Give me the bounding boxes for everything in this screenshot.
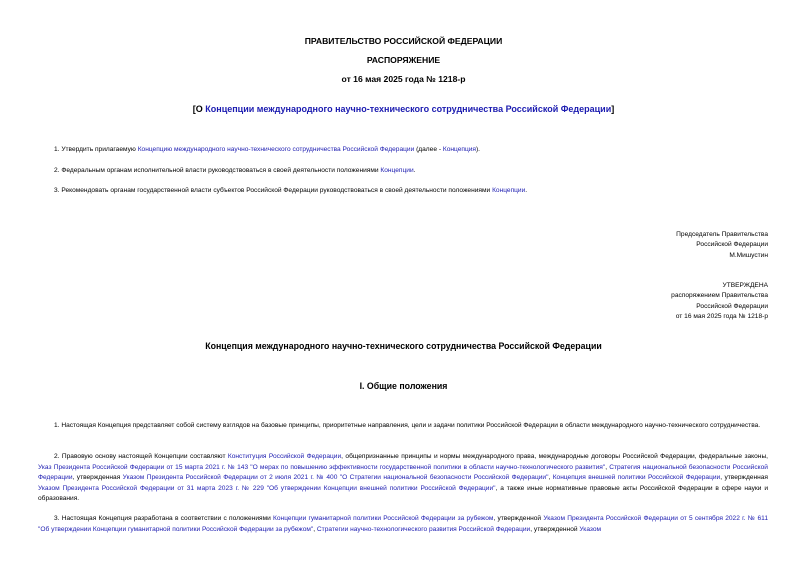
document-type: РАСПОРЯЖЕНИЕ <box>366 55 441 65</box>
approval-title: УТВЕРЖДЕНА <box>722 282 768 289</box>
order-item-1-text-3: ). <box>475 146 481 153</box>
government-heading: ПРАВИТЕЛЬСТВО РОССИЙСКОЙ ФЕДЕРАЦИИ <box>304 36 503 46</box>
para2-text-6: , утвержденная <box>720 474 768 481</box>
approval-line-4: от 16 мая 2025 года № 1218-р <box>675 313 768 321</box>
para2-text-2: , общепризнанные принципы и нормы международного права, международные договоры Российской Федерации, федеральные законы, <box>341 453 769 460</box>
sci-tech-strategy-link[interactable]: Стратегии научно-технологического развития Российской Федерации <box>316 525 531 533</box>
concept-link[interactable]: Концепцию международного научно-технического сотрудничества Российской Федерации <box>137 146 415 153</box>
signature-country: Российской Федерации <box>696 241 768 249</box>
order-item-3 <box>54 186 527 197</box>
order-item-2-text: 2. Федеральным органам исполнительной власти руководствоваться в своей деятельности положениями <box>54 167 381 174</box>
order-item-1-text: 1. Утвердить прилагаемую <box>54 146 138 153</box>
order-item-1 <box>54 145 480 156</box>
signature-block <box>676 230 768 261</box>
decree-400-link[interactable]: Указом Президента Российской Федерации от 2 июля 2021 г. № 400 "О Стратегии национальной безопасности Российской Федерации" <box>122 474 549 481</box>
approval-line-3: Российской Федерации <box>696 302 768 310</box>
title-prefix: О <box>195 104 206 114</box>
section-heading: I. Общие положения <box>359 381 448 391</box>
title-bracket-open: [ <box>192 104 196 114</box>
signature-position: Председатель Правительства <box>676 231 768 238</box>
decree-229-link[interactable]: Указом Президента Российской Федерации от 31 марта 2023 г. № 229 "Об утверждении Концепции внешней политики Российской Федерации" <box>38 484 496 492</box>
approval-line-2: распоряжением Правительства <box>671 292 768 300</box>
concept-short-link[interactable]: Концепция <box>442 146 476 153</box>
concept-paragraph-2 <box>38 452 768 505</box>
order-item-1-text-2: (далее - <box>414 146 443 153</box>
para2-text-7: , а также иные нормативные правовые акты Российской Федерации в сфере науки и образования. <box>38 484 768 502</box>
concept-paragraph-1: 1. Настоящая Концепция представляет собой систему взглядов на базовые принципы, приоритетные направления, цели и задачи политики Российской Федерации в области международного научно-технического сотрудничества. <box>54 422 761 429</box>
para3-text-2: , утвержденной <box>493 515 544 522</box>
para2-text-1: 2. Правовую основу настоящей Концепции составляют <box>54 453 228 460</box>
approval-stamp <box>671 281 768 323</box>
constitution-link[interactable]: Конституция Российской Федерации <box>227 453 342 460</box>
para2-text-4: , утвержденная <box>72 474 123 481</box>
title-link[interactable]: Концепции международного научно-технического сотрудничества Российской Федерации <box>205 104 612 114</box>
document-title <box>0 104 807 114</box>
para2-text-3: , <box>605 463 610 471</box>
concept-title: Концепция международного научно-технического сотрудничества Российской Федерации <box>205 341 602 351</box>
para3-text-3: , <box>313 525 317 533</box>
order-item-2-text-2: . <box>413 167 416 174</box>
order-item-3-text-2: . <box>525 187 528 194</box>
signature-name: М.Мишустин <box>729 251 768 259</box>
title-bracket-close: ] <box>611 104 615 114</box>
decree-143-link[interactable]: Указ Президента Российской Федерации от 15 марта 2021 г. № 143 "О мерах по повышению эффективности государственной политики в области научно-технологического развития" <box>38 463 606 471</box>
para3-text-4: , утвержденной <box>530 525 580 533</box>
humanitarian-policy-link[interactable]: Концепции гуманитарной политики Российской Федерации за рубежом <box>273 515 494 522</box>
document-date-number: от 16 мая 2025 года № 1218-р <box>341 74 466 84</box>
concept-link-3[interactable]: Концепции <box>492 187 526 194</box>
decree-link[interactable]: Указом <box>579 525 602 533</box>
para3-text-1: 3. Настоящая Концепция разработана в соответствии с положениями <box>54 515 274 522</box>
order-item-2 <box>54 166 415 177</box>
order-item-3-text: 3. Рекомендовать органам государственной власти субъектов Российской Федерации руководствоваться в своей деятельности положениями <box>54 187 493 194</box>
foreign-policy-link[interactable]: Концепция внешней политики Российской Федерации <box>552 474 721 481</box>
concept-paragraph-3 <box>38 514 768 535</box>
security-strategy-link[interactable]: Стратегия национальной безопасности Российской Федерации <box>38 463 768 481</box>
para2-text-5: , <box>548 474 553 481</box>
decree-611-link[interactable]: Указом Президента Российской Федерации от 5 сентября 2022 г. № 611 "Об утверждении Концепции гуманитарной политики Российской Федерации за рубежом" <box>38 515 768 533</box>
concept-link-2[interactable]: Концепции <box>380 167 414 174</box>
